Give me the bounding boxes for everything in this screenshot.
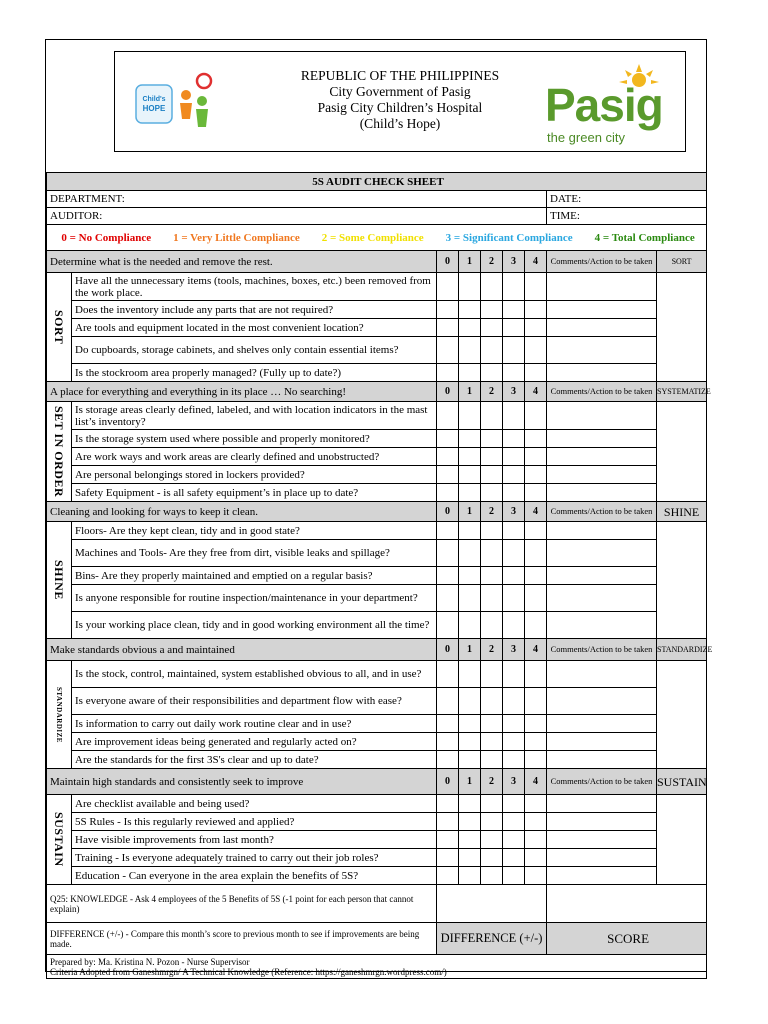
score-cell-3[interactable] <box>503 867 525 885</box>
checklist-row <box>47 688 707 715</box>
score-cell-1[interactable] <box>459 688 481 715</box>
score-header-4: 4 <box>525 382 547 402</box>
difference-label: DIFFERENCE (+/-) <box>437 923 547 955</box>
checklist-row <box>47 733 707 751</box>
header-line-3: Pasig City Children’s Hospital <box>317 100 483 115</box>
checklist-question: Is anyone responsible for routine inspection/maintenance in your department? <box>72 585 437 612</box>
score-cell-2[interactable] <box>481 448 503 466</box>
score-cell-0[interactable] <box>437 522 459 540</box>
checklist-row <box>47 301 707 319</box>
score-header-3: 3 <box>503 382 525 402</box>
time-field[interactable]: TIME: <box>547 208 707 225</box>
compliance-legend <box>47 225 707 251</box>
checklist-question: Is the stock, control, maintained, system established obvious to all, and in use? <box>72 661 437 688</box>
score-cell-0[interactable] <box>437 733 459 751</box>
score-cell-0[interactable] <box>437 661 459 688</box>
score-cell-1[interactable] <box>459 484 481 502</box>
checklist-row <box>47 337 707 364</box>
checklist-row <box>47 540 707 567</box>
section-vertical-label: SUSTAIN <box>47 795 72 885</box>
score-cell-0[interactable] <box>437 715 459 733</box>
comment-cell[interactable] <box>547 813 657 831</box>
score-cell-1[interactable] <box>459 273 481 301</box>
score-cell-2[interactable] <box>481 522 503 540</box>
checklist-question: Have all the unnecessary items (tools, machines, boxes, etc.) been removed from the work place. <box>72 273 437 301</box>
score-header-3: 3 <box>503 502 525 522</box>
score-cell-0[interactable] <box>437 484 459 502</box>
comment-cell[interactable] <box>547 301 657 319</box>
score-cell-3[interactable] <box>503 849 525 867</box>
score-cell-0[interactable] <box>437 273 459 301</box>
checklist-question: Are personal belongings stored in lockers provided? <box>72 466 437 484</box>
score-cell-4[interactable] <box>525 733 547 751</box>
score-cell-1[interactable] <box>459 751 481 769</box>
comment-cell[interactable] <box>547 733 657 751</box>
score-header-0: 0 <box>437 502 459 522</box>
section-heading: Determine what is the needed and remove the rest. <box>47 251 437 273</box>
score-header-0: 0 <box>437 769 459 795</box>
score-header-0: 0 <box>437 639 459 661</box>
comment-cell[interactable] <box>547 540 657 567</box>
score-cell-2[interactable] <box>481 733 503 751</box>
difference-note: DIFFERENCE (+/-) - Compare this month’s score to previous month to see if improvements are being made. <box>47 923 437 955</box>
legend-item: 1 = Very Little Compliance <box>173 231 300 244</box>
score-cell-4[interactable] <box>525 364 547 382</box>
comments-header: Comments/Action to be taken <box>547 382 657 402</box>
score-header-2: 2 <box>481 502 503 522</box>
score-cell-1[interactable] <box>459 466 481 484</box>
section-heading: A place for everything and everything in its place … No searching! <box>47 382 437 402</box>
score-header-4: 4 <box>525 251 547 273</box>
checklist-row <box>47 795 707 813</box>
checklist-row <box>47 402 707 430</box>
letterhead <box>114 51 686 152</box>
comment-cell[interactable] <box>547 715 657 733</box>
section-vertical-label: SHINE <box>47 522 72 639</box>
score-header-2: 2 <box>481 382 503 402</box>
score-cell-1[interactable] <box>459 319 481 337</box>
score-cell-3[interactable] <box>503 567 525 585</box>
header-line-1: REPUBLIC OF THE PHILIPPINES <box>300 68 500 83</box>
legend-item: 3 = Significant Compliance <box>445 231 573 244</box>
score-cell-1[interactable] <box>459 448 481 466</box>
score-cell-1[interactable] <box>459 402 481 430</box>
comment-cell[interactable] <box>547 484 657 502</box>
score-cell-3[interactable] <box>503 831 525 849</box>
score-cell-4[interactable] <box>525 484 547 502</box>
score-cell-0[interactable] <box>437 795 459 813</box>
score-cell-2[interactable] <box>481 715 503 733</box>
score-cell-3[interactable] <box>503 319 525 337</box>
criteria-source: Criteria Adopted from Ganeshmrgn/ A Technical Knowledge (Reference: https://ganeshmrgn.wordpress.com/) <box>50 966 447 977</box>
score-cell-2[interactable] <box>481 484 503 502</box>
checklist-question: Education - Can everyone in the area explain the benefits of 5S? <box>72 867 437 885</box>
credits <box>47 955 707 979</box>
score-cell-1[interactable] <box>459 522 481 540</box>
legend-item: 2 = Some Compliance <box>321 231 424 244</box>
checklist-question: Machines and Tools- Are they free from dirt, visible leaks and spillage? <box>72 540 437 567</box>
checklist-question: Safety Equipment - is all safety equipment’s in place up to date? <box>72 484 437 502</box>
checklist-question: Do cupboards, storage cabinets, and shelves only contain essential items? <box>72 337 437 364</box>
checklist-question: Are work ways and work areas are clearly defined and unobstructed? <box>72 448 437 466</box>
score-cell-4[interactable] <box>525 585 547 612</box>
score-cell-4[interactable] <box>525 867 547 885</box>
section-score-cell[interactable] <box>657 795 707 885</box>
checklist-question: Is the stockroom area properly managed? (Fully up to date?) <box>72 364 437 382</box>
score-cell-3[interactable] <box>503 448 525 466</box>
checklist-question: Does the inventory include any parts that are not required? <box>72 301 437 319</box>
comments-header: Comments/Action to be taken <box>547 769 657 795</box>
comment-cell[interactable] <box>547 430 657 448</box>
score-cell-0[interactable] <box>437 849 459 867</box>
score-cell-4[interactable] <box>525 831 547 849</box>
checklist-question: Is everyone aware of their responsibilities and department flow with ease? <box>72 688 437 715</box>
sheet-title: 5S AUDIT CHECK SHEET <box>47 173 707 191</box>
score-cell-0[interactable] <box>437 867 459 885</box>
score-cell-1[interactable] <box>459 715 481 733</box>
score-cell-1[interactable] <box>459 301 481 319</box>
score-cell-3[interactable] <box>503 540 525 567</box>
score-cell-4[interactable] <box>525 795 547 813</box>
comment-cell[interactable] <box>547 319 657 337</box>
score-cell-0[interactable] <box>437 301 459 319</box>
comment-cell[interactable] <box>547 831 657 849</box>
comment-cell[interactable] <box>547 795 657 813</box>
score-header-4: 4 <box>525 769 547 795</box>
score-cell-3[interactable] <box>503 661 525 688</box>
checklist-question: 5S Rules - Is this regularly reviewed and applied? <box>72 813 437 831</box>
score-cell-2[interactable] <box>481 402 503 430</box>
checklist-row <box>47 319 707 337</box>
comment-cell[interactable] <box>547 522 657 540</box>
score-cell-0[interactable] <box>437 402 459 430</box>
score-cell-1[interactable] <box>459 364 481 382</box>
score-cell-3[interactable] <box>503 688 525 715</box>
section-score-cell[interactable] <box>657 402 707 502</box>
q25-score-cell[interactable] <box>437 885 547 923</box>
comment-cell[interactable] <box>547 867 657 885</box>
score-cell-1[interactable] <box>459 795 481 813</box>
checklist-row <box>47 867 707 885</box>
score-cell-4[interactable] <box>525 715 547 733</box>
section-score-cell[interactable] <box>657 661 707 769</box>
header-line-2: City Government of Pasig <box>329 84 471 99</box>
score-cell-0[interactable] <box>437 448 459 466</box>
score-cell-1[interactable] <box>459 567 481 585</box>
score-cell-2[interactable] <box>481 364 503 382</box>
score-cell-2[interactable] <box>481 751 503 769</box>
comment-cell[interactable] <box>547 448 657 466</box>
section-short-name: SUSTAIN <box>657 769 707 795</box>
comment-cell[interactable] <box>547 402 657 430</box>
score-cell-4[interactable] <box>525 813 547 831</box>
score-header-2: 2 <box>481 251 503 273</box>
legend-item: 0 = No Compliance <box>61 231 152 244</box>
score-cell-0[interactable] <box>437 364 459 382</box>
checklist-row <box>47 466 707 484</box>
svg-text:Child's: Child's <box>142 96 166 103</box>
score-cell-2[interactable] <box>481 301 503 319</box>
comment-cell[interactable] <box>547 364 657 382</box>
score-cell-3[interactable] <box>503 430 525 448</box>
comment-cell[interactable] <box>547 273 657 301</box>
score-cell-1[interactable] <box>459 585 481 612</box>
score-cell-1[interactable] <box>459 430 481 448</box>
comment-cell[interactable] <box>547 337 657 364</box>
score-cell-2[interactable] <box>481 688 503 715</box>
score-cell-4[interactable] <box>525 466 547 484</box>
score-cell-0[interactable] <box>437 688 459 715</box>
score-header-2: 2 <box>481 639 503 661</box>
section-short-name: STANDARDIZE <box>657 639 707 661</box>
checklist-row <box>47 522 707 540</box>
score-cell-1[interactable] <box>459 612 481 639</box>
score-header-2: 2 <box>481 769 503 795</box>
checklist-row <box>47 585 707 612</box>
comment-cell[interactable] <box>547 849 657 867</box>
checklist-question: Training - Is everyone adequately trained to carry out their job roles? <box>72 849 437 867</box>
score-cell-3[interactable] <box>503 585 525 612</box>
checklist-question: Are improvement ideas being generated and regularly acted on? <box>72 733 437 751</box>
audit-sheet <box>45 39 713 977</box>
score-cell-1[interactable] <box>459 661 481 688</box>
score-header-1: 1 <box>459 502 481 522</box>
section-short-name: SHINE <box>657 502 707 522</box>
score-cell-4[interactable] <box>525 448 547 466</box>
checklist-question: Is storage areas clearly defined, labeled, and with location indicators in the mast list’s inventory? <box>72 402 437 430</box>
score-cell-3[interactable] <box>503 612 525 639</box>
score-cell-2[interactable] <box>481 661 503 688</box>
score-cell-0[interactable] <box>437 813 459 831</box>
score-cell-4[interactable] <box>525 522 547 540</box>
score-header-4: 4 <box>525 502 547 522</box>
score-cell-3[interactable] <box>503 402 525 430</box>
score-cell-2[interactable] <box>481 540 503 567</box>
department-field[interactable]: DEPARTMENT: <box>47 191 547 208</box>
score-cell-0[interactable] <box>437 751 459 769</box>
score-cell-3[interactable] <box>503 364 525 382</box>
comments-header: Comments/Action to be taken <box>547 639 657 661</box>
section-heading: Cleaning and looking for ways to keep it clean. <box>47 502 437 522</box>
checklist-question: Are tools and equipment located in the most convenient location? <box>72 319 437 337</box>
checklist-row <box>47 831 707 849</box>
pasig-logo <box>539 62 679 148</box>
checklist-question: Floors- Are they kept clean, tidy and in good state? <box>72 522 437 540</box>
score-cell-4[interactable] <box>525 688 547 715</box>
score-cell-0[interactable] <box>437 612 459 639</box>
section-heading: Maintain high standards and consistently seek to improve <box>47 769 437 795</box>
score-header-0: 0 <box>437 251 459 273</box>
score-cell-2[interactable] <box>481 813 503 831</box>
score-cell-3[interactable] <box>503 715 525 733</box>
score-cell-4[interactable] <box>525 661 547 688</box>
score-cell-2[interactable] <box>481 867 503 885</box>
checklist-question: Bins- Are they properly maintained and emptied on a regular basis? <box>72 567 437 585</box>
score-cell-4[interactable] <box>525 402 547 430</box>
checklist-row <box>47 661 707 688</box>
comments-header: Comments/Action to be taken <box>547 502 657 522</box>
score-cell-2[interactable] <box>481 319 503 337</box>
header-line-4: (Child’s Hope) <box>359 116 441 131</box>
svg-text:HOPE: HOPE <box>142 104 166 113</box>
score-cell-4[interactable] <box>525 301 547 319</box>
score-cell-2[interactable] <box>481 567 503 585</box>
checklist-row <box>47 567 707 585</box>
checklist-row <box>47 849 707 867</box>
checklist-question: Is information to carry out daily work routine clear and in use? <box>72 715 437 733</box>
comment-cell[interactable] <box>547 567 657 585</box>
section-vertical-label: SET IN ORDER <box>47 402 72 502</box>
score-cell-2[interactable] <box>481 831 503 849</box>
score-header-3: 3 <box>503 639 525 661</box>
section-heading: Make standards obvious a and maintained <box>47 639 437 661</box>
score-header-1: 1 <box>459 639 481 661</box>
score-cell-4[interactable] <box>525 849 547 867</box>
score-cell-1[interactable] <box>459 849 481 867</box>
score-cell-3[interactable] <box>503 301 525 319</box>
score-header-3: 3 <box>503 251 525 273</box>
score-cell-3[interactable] <box>503 795 525 813</box>
checklist-row <box>47 484 707 502</box>
score-cell-3[interactable] <box>503 273 525 301</box>
score-cell-3[interactable] <box>503 813 525 831</box>
score-cell-2[interactable] <box>481 849 503 867</box>
section-short-name: SYSTEMATIZE <box>657 382 707 402</box>
score-cell-1[interactable] <box>459 337 481 364</box>
score-cell-1[interactable] <box>459 733 481 751</box>
comment-cell[interactable] <box>547 661 657 688</box>
q25-comment-cell[interactable] <box>547 885 707 923</box>
checklist-row <box>47 715 707 733</box>
score-cell-1[interactable] <box>459 540 481 567</box>
score-header-4: 4 <box>525 639 547 661</box>
comment-cell[interactable] <box>547 466 657 484</box>
score-cell-4[interactable] <box>525 612 547 639</box>
checklist-row <box>47 430 707 448</box>
comments-header: Comments/Action to be taken <box>547 251 657 273</box>
checklist-question: Is your working place clean, tidy and in good working environment all the time? <box>72 612 437 639</box>
score-cell-4[interactable] <box>525 567 547 585</box>
score-cell-0[interactable] <box>437 430 459 448</box>
score-cell-3[interactable] <box>503 466 525 484</box>
score-cell-2[interactable] <box>481 585 503 612</box>
section-vertical-label: STANDARDIZE <box>47 661 72 769</box>
date-field[interactable]: DATE: <box>547 191 707 208</box>
checklist-question: Are the standards for the first 3S's clear and up to date? <box>72 751 437 769</box>
checklist-question: Have visible improvements from last month? <box>72 831 437 849</box>
score-cell-0[interactable] <box>437 337 459 364</box>
section-short-name: SORT <box>657 251 707 273</box>
comment-cell[interactable] <box>547 688 657 715</box>
score-cell-3[interactable] <box>503 751 525 769</box>
score-cell-3[interactable] <box>503 522 525 540</box>
comment-cell[interactable] <box>547 585 657 612</box>
score-cell-4[interactable] <box>525 540 547 567</box>
score-cell-1[interactable] <box>459 813 481 831</box>
score-cell-4[interactable] <box>525 273 547 301</box>
score-cell-0[interactable] <box>437 540 459 567</box>
checklist-row <box>47 751 707 769</box>
checklist-question: Are checklist available and being used? <box>72 795 437 813</box>
checklist-row <box>47 273 707 301</box>
score-cell-4[interactable] <box>525 319 547 337</box>
legend-item: 4 = Total Compliance <box>594 231 695 244</box>
score-header-3: 3 <box>503 769 525 795</box>
score-cell-2[interactable] <box>481 430 503 448</box>
score-cell-0[interactable] <box>437 466 459 484</box>
score-cell-0[interactable] <box>437 567 459 585</box>
score-cell-2[interactable] <box>481 273 503 301</box>
score-header-0: 0 <box>437 382 459 402</box>
q25-knowledge-note: Q25: KNOWLEDGE - Ask 4 employees of the 5 Benefits of 5S (-1 point for each person that cannot explain) <box>47 885 437 923</box>
section-score-cell[interactable] <box>657 273 707 382</box>
score-cell-3[interactable] <box>503 484 525 502</box>
score-label: SCORE <box>547 923 707 955</box>
checklist-row <box>47 612 707 639</box>
score-cell-0[interactable] <box>437 831 459 849</box>
pasig-tagline: the green city <box>547 130 626 145</box>
score-cell-4[interactable] <box>525 430 547 448</box>
checklist-table <box>46 172 713 979</box>
comment-cell[interactable] <box>547 612 657 639</box>
checklist-row <box>47 448 707 466</box>
score-cell-2[interactable] <box>481 337 503 364</box>
score-cell-1[interactable] <box>459 831 481 849</box>
checklist-question: Is the storage system used where possible and properly monitored? <box>72 430 437 448</box>
score-cell-4[interactable] <box>525 337 547 364</box>
prepared-by: Prepared by: Ma. Kristina N. Pozon - Nurse Supervisor <box>50 956 250 967</box>
section-score-cell[interactable] <box>657 522 707 639</box>
checklist-row <box>47 364 707 382</box>
score-cell-4[interactable] <box>525 751 547 769</box>
score-cell-2[interactable] <box>481 612 503 639</box>
comment-cell[interactable] <box>547 751 657 769</box>
section-vertical-label: SORT <box>47 273 72 382</box>
checklist-row <box>47 813 707 831</box>
score-cell-0[interactable] <box>437 319 459 337</box>
score-cell-3[interactable] <box>503 733 525 751</box>
score-header-1: 1 <box>459 382 481 402</box>
score-cell-2[interactable] <box>481 466 503 484</box>
score-header-1: 1 <box>459 251 481 273</box>
pasig-wordmark: Pasig <box>545 79 663 131</box>
auditor-field[interactable]: AUDITOR: <box>47 208 547 225</box>
score-cell-2[interactable] <box>481 795 503 813</box>
score-header-1: 1 <box>459 769 481 795</box>
score-cell-3[interactable] <box>503 337 525 364</box>
score-cell-0[interactable] <box>437 585 459 612</box>
score-cell-1[interactable] <box>459 867 481 885</box>
